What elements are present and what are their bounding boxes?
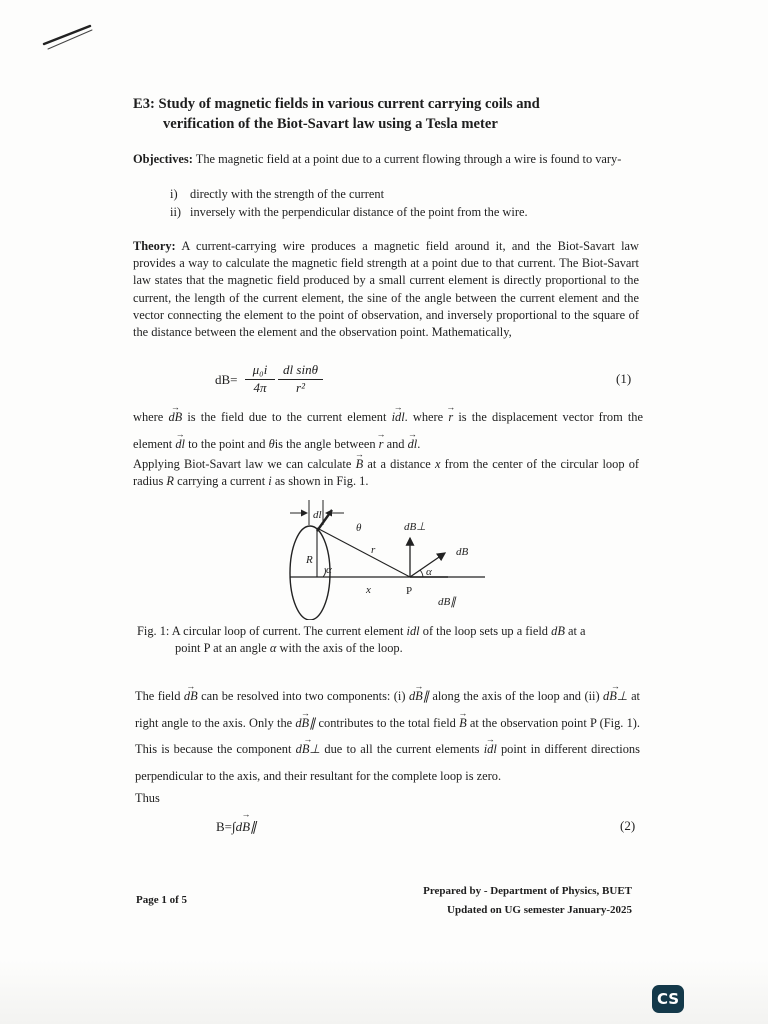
label-P: P xyxy=(406,585,413,597)
title-line-1: E3: Study of magnetic fields in various current carrying coils and xyxy=(133,96,540,112)
list-item: ii) inversely with the perpendicular distance of the point from the wire. xyxy=(170,204,528,219)
label-alpha-2: α xyxy=(426,566,432,578)
resolve-paragraph: The field → dB can be resolved into two components: (i) → dB∥ along the axis of the loop and (ii) → dB⊥ at right angle to the axis. Only the → dB∥ contributes to the total field → B at the observation point P (Fig. 1). This is because the component → dB⊥ due to all the current elements → idl point in different directions perpendicular to the axis, and their resultant for the complete loop is zero. xyxy=(135,683,640,789)
theory-paragraph xyxy=(133,238,639,341)
pen-mark xyxy=(40,16,100,56)
equation-1-number: (1) xyxy=(616,371,632,386)
equation-2-number: (2) xyxy=(620,818,636,833)
label-r: r xyxy=(371,544,376,556)
label-theta: θ xyxy=(356,522,362,534)
applying-paragraph: Applying Biot-Savart law we can calculate → B at a distance x from the center of the circular loop of radius R carrying a current i as shown in Fig. 1. xyxy=(133,456,639,490)
label-alpha-1: α xyxy=(326,564,332,576)
label-dB-perp: dB⊥ xyxy=(404,521,426,533)
page-number: Page 1 of 5 xyxy=(136,894,188,906)
title-line-2: verification of the Biot-Savart law using a Tesla meter xyxy=(163,116,498,132)
figure-caption: Fig. 1: A circular loop of current. The current element idl of the loop sets up a field dB at a point P at an angle α with the axis of the loop. xyxy=(137,624,586,656)
prepared-by: Prepared by - Department of Physics, BUET xyxy=(423,885,632,897)
label-x: x xyxy=(366,584,371,596)
footer-credits xyxy=(400,882,632,920)
loop-ellipse xyxy=(290,526,330,620)
label-dB: dB xyxy=(456,546,469,558)
thus-label: Thus xyxy=(135,791,160,805)
where-paragraph: where → dB is the field due to the current element → idl. where → r is the displacement vector from the element → dl to the point and θis the angle between → r and → dl. xyxy=(133,404,643,458)
updated-on: Updated on UG semester January-2025 xyxy=(447,904,632,916)
objectives-label: Objectives: xyxy=(133,152,193,166)
figure-1-diagram xyxy=(280,495,490,620)
document-title xyxy=(133,94,653,134)
list-item: i) directly with the strength of the current xyxy=(170,187,385,201)
document-page: E3: Study of magnetic fields in various current carrying coils and verification of the Biot-Savart law using a Tesla meter Objectives: The magnetic field at a point due to a current flowing through a wire is found to vary- i) directly with the strength of the current ii) inversely with the perpendicular distance of the point from the wire. Theory: A current-carrying wire produces a magnetic field around it, and the Biot-Savart law provides a way to calculate the magnetic field strength at a point due to that current. The Biot-Savart law states that the magnetic field produced by a small current element is directly proportional to the current, the length of the current element, the sine of the angle between the current element and the vector connecting the element to the point of observation, and inversely proportional to the square of the distance between the element and the observation point. Mathematically, dB= μ₀i 4π dl sinθ r² (1) where → dB is the field due to the current element → idl. where → r is the displacement vector from the element → dl to the point and θis the angle between → r and → dl. Applying Biot-Savart law we can calculate → B at a distance x from the center of the circular loop of radius R carrying a current i as shown in Fig. 1. dl θ r R α dB⊥ dB α x P dB∥ Fig. 1: A circular loop of current. The current element idl of the loop sets up a field dB at a point P at an angle α with the axis of the loop. The field → dB can be resolved into two components: (i) → dB∥ along the axis of the loop and (ii) → dB⊥ at right angle to the axis. Only the → dB∥ contributes to the total field → B at the observation point P (Fig. 1). This is because the component → dB⊥ due to all the current elements → idl point in different directions perpendicular to the axis, and their resultant for the complete loop is zero. Thus B=∫→ dB∥ (2) Page 1 of 5 Prepared by - Department of Physics, BUET Updated on UG semester January-2025 CS xyxy=(0,0,768,1024)
theory-label: Theory: xyxy=(133,239,176,253)
objectives-text: The magnetic field at a point due to a current flowing through a wire is found to vary- xyxy=(195,152,622,166)
label-dl: dl xyxy=(313,509,322,521)
label-dB-par: dB∥ xyxy=(438,596,456,608)
theory-text: A current-carrying wire produces a magnetic field around it, and the Biot-Savart law provides a way to calculate the magnetic field strength at a point due to that current. The Biot-Savart law states that the magnetic field produced by a small current element is directly proportional to the current, the length of the current element, the sine of the angle between the current element and the vector connecting the element to the point of observation, and inversely proportional to the square of the distance between the element and the observation point. Mathematically, xyxy=(133,239,639,340)
objectives-list xyxy=(170,186,528,221)
camscanner-badge[interactable]: CS xyxy=(652,985,684,1013)
objectives-paragraph xyxy=(133,151,639,168)
equation-2: B=∫→ dB∥ xyxy=(216,819,257,835)
label-R: R xyxy=(306,554,313,566)
